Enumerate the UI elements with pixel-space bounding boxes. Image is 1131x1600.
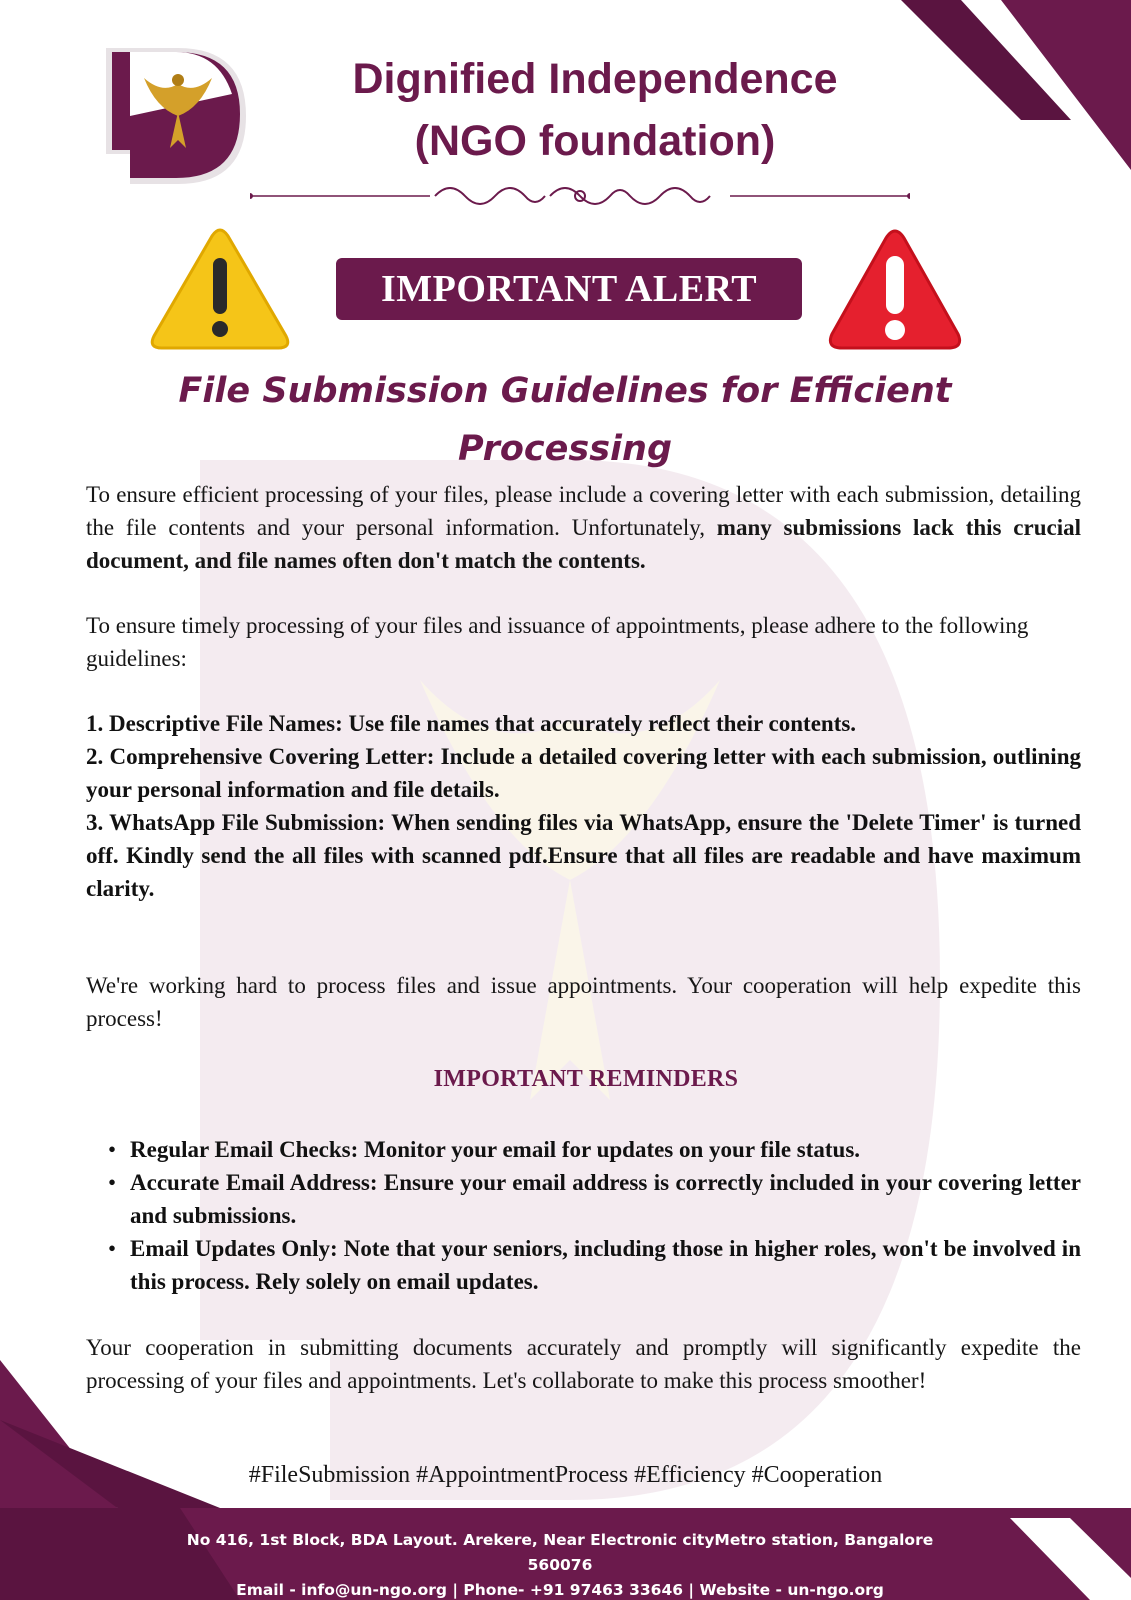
reminder-item [104, 1133, 1081, 1166]
reminder-text: Regular Email Checks: Monitor your email for updates on your file status. [130, 1137, 861, 1162]
ngo-logo [100, 44, 250, 189]
guideline-item: 1. Descriptive File Names: Use file names that accurately reflect their contents. [86, 711, 857, 736]
bullet-icon: • [108, 1236, 117, 1261]
bullet-icon: • [108, 1170, 117, 1195]
footer-contact [160, 1528, 960, 1600]
org-name [260, 48, 930, 172]
closing-paragraph: Your cooperation in submitting documents accurately and promptly will significantly expedite the processing of your files and appointments. Let's collaborate to make this process smoother! [86, 1335, 1081, 1393]
reminders-heading: IMPORTANT REMINDERS [433, 1066, 739, 1092]
intro-paragraph [86, 478, 1081, 577]
ornamental-divider [250, 178, 910, 214]
page-title [130, 362, 1000, 478]
important-alert-badge: IMPORTANT ALERT [336, 258, 802, 320]
working-paragraph: We're working hard to process files and issue appointments. Your cooperation will help expedite this process! [86, 973, 1081, 1031]
page-title-line2: Processing [458, 429, 672, 469]
guidelines-intro-paragraph: To ensure timely processing of your files and issuance of appointments, please adhere to the following guidelines: [86, 613, 1029, 671]
intro-text: To ensure efficient processing of your files, please include a covering letter with each submission, detailing the file contents and your personal information. Unfortunately, [86, 482, 1081, 540]
org-name-line2: (NGO foundation) [414, 117, 776, 165]
bullet-icon: • [108, 1137, 117, 1162]
org-name-line1: Dignified Independence [352, 55, 838, 103]
reminder-text: Email Updates Only: Note that your seniors, including those in higher roles, won't be involved in this process. Rely solely on email updates. [130, 1236, 1081, 1294]
footer-contact-line: Email - info@un-ngo.org | Phone- +91 97463 33646 | Website - un-ngo.org [236, 1581, 884, 1599]
reminder-item [104, 1232, 1081, 1298]
page-title-line1: File Submission Guidelines for Efficient [178, 371, 952, 411]
reminder-item [104, 1166, 1081, 1232]
reminders-list [104, 1133, 1081, 1298]
reminder-text: Accurate Email Address: Ensure your email address is correctly included in your covering letter and submissions. [130, 1170, 1081, 1228]
warning-triangle-icon [150, 228, 290, 352]
warning-triangle-icon [828, 228, 962, 352]
footer-address: No 416, 1st Block, BDA Layout. Arekere, Near Electronic cityMetro station, Bangalore 560076 [186, 1531, 934, 1574]
guideline-item: 3. WhatsApp File Submission: When sending files via WhatsApp, ensure the 'Delete Timer' is turned off. Kindly send the all files with scanned pdf.Ensure that all files are readable and have maximum clarity. [86, 810, 1081, 901]
guideline-item: 2. Comprehensive Covering Letter: Include a detailed covering letter with each submission, outlining your personal information and file details. [86, 744, 1081, 802]
intro-bold-text: many submissions lack this crucial document, and file names often don't match the contents. [86, 515, 1081, 573]
guidelines-list [86, 707, 1081, 905]
hashtags: #FileSubmission #AppointmentProcess #Efficiency #Cooperation [248, 1462, 883, 1488]
